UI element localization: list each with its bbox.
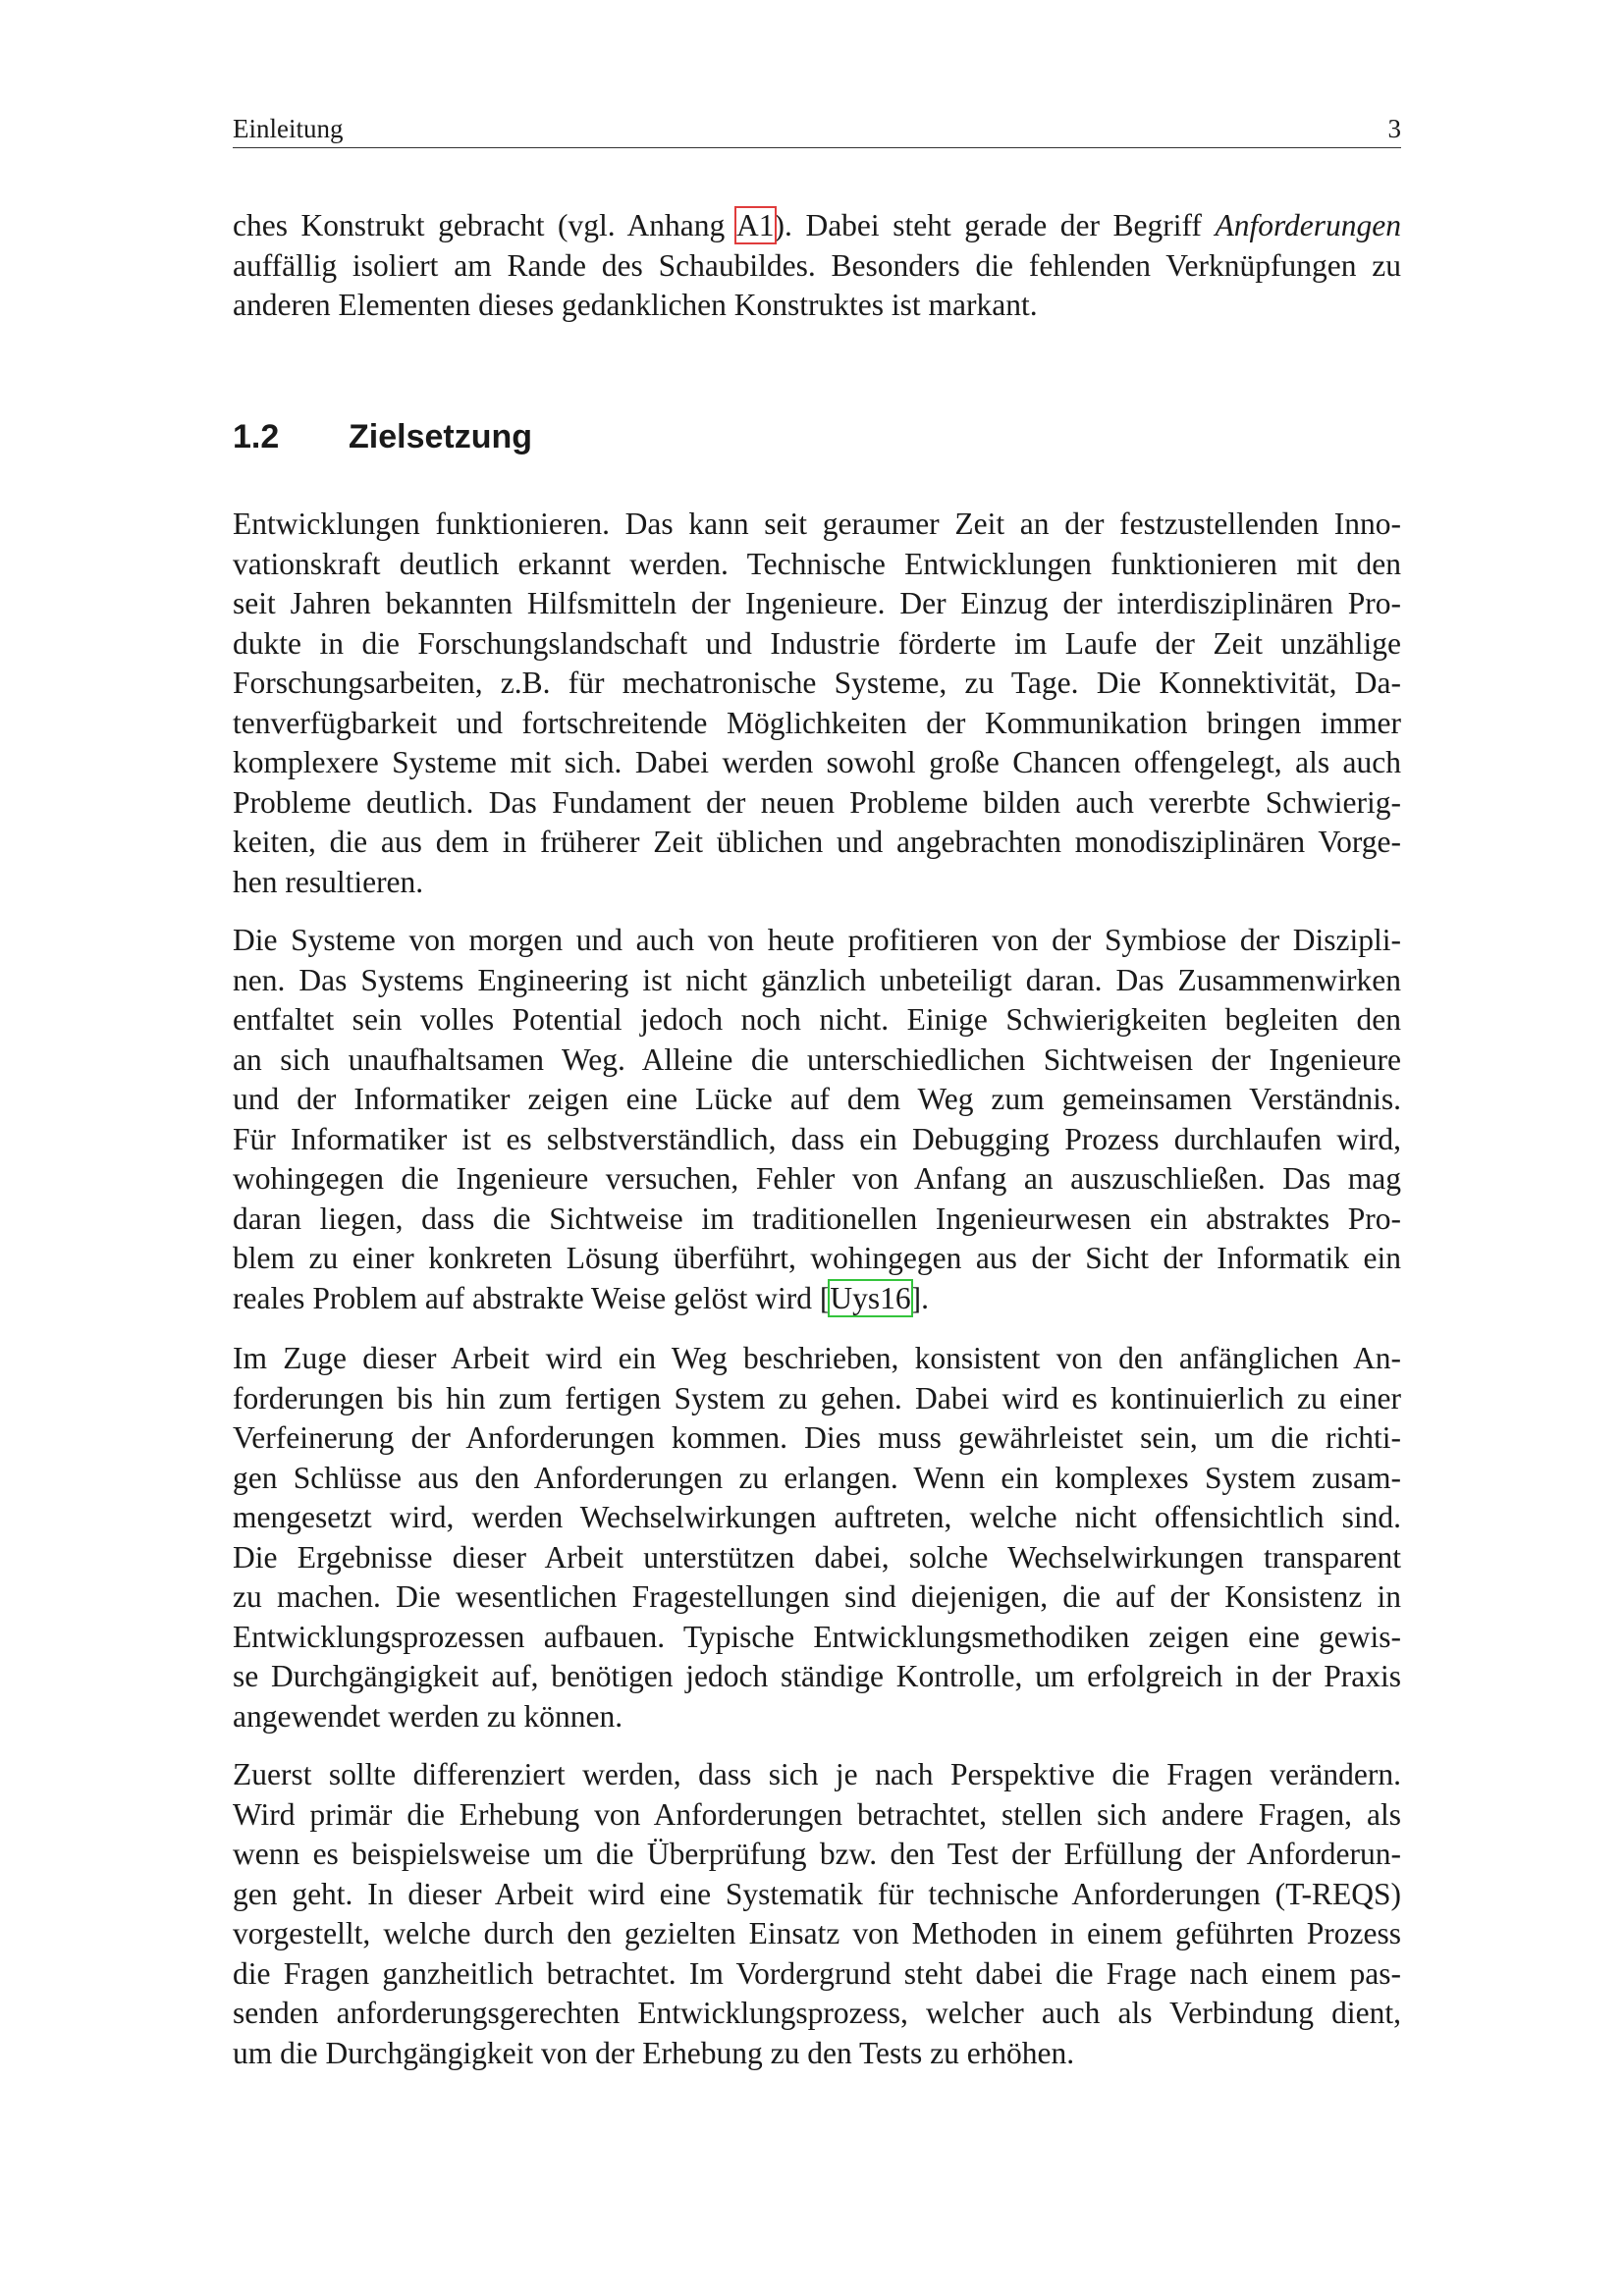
paragraph-1 xyxy=(233,505,1401,902)
paragraph-line: reales Problem auf abstrakte Weise gelöst wird [Uys16]. xyxy=(233,1280,929,1315)
paragraph-line: gen Schlüsse aus den Anforderungen zu erlangen. Wenn ein komplexes System zusam- xyxy=(233,1460,1401,1495)
paragraph-line: Probleme deutlich. Das Fundament der neuen Probleme bilden auch vererbte Schwierig- xyxy=(233,784,1401,820)
paragraph-line: Wird primär die Erhebung von Anforderungen betrachtet, stellen sich andere Fragen, als xyxy=(233,1796,1401,1832)
paragraph-line: Im Zuge dieser Arbeit wird ein Weg beschrieben, konsistent von den anfänglichen An- xyxy=(233,1341,1401,1375)
paragraph-line: keiten, die aus dem in früherer Zeit üblichen und angebrachten monodisziplinären Vorge- xyxy=(233,825,1401,859)
citation-link[interactable]: Uys16 xyxy=(830,1280,911,1315)
paragraph-line: anderen Elementen dieses gedanklichen Konstruktes ist markant. xyxy=(233,288,1038,322)
paragraph-line: vationskraft deutlich erkannt werden. Technische Entwicklungen funktionieren mit den xyxy=(233,546,1401,581)
chapter-title: Einleitung xyxy=(233,114,344,143)
paragraph-line: mengesetzt wird, werden Wechselwirkungen auftreten, welche nicht offensichtlich sind. xyxy=(233,1500,1401,1534)
paragraph-line: dukte in die Forschungslandschaft und Industrie förderte im Laufe der Zeit unzählige xyxy=(233,625,1401,661)
paragraph-line: vorgestellt, welche durch den gezielten Einsatz von Methoden in einem geführten Prozess xyxy=(233,1916,1401,1950)
paragraph-line: Entwicklungsprozessen aufbauen. Typische Entwicklungsmethodiken zeigen eine gewis- xyxy=(233,1619,1401,1654)
paragraph-3 xyxy=(233,1339,1401,1736)
appendix-link[interactable]: A1 xyxy=(736,208,775,242)
section-heading xyxy=(233,415,1401,458)
paragraph-line: tenverfügbarkeit und fortschreitende Möglichkeiten der Kommunikation bringen immer xyxy=(233,705,1401,740)
paragraph-line: und der Informatiker zeigen eine Lücke auf dem Weg zum gemeinsamen Verständnis. xyxy=(233,1082,1401,1116)
paragraph-line: auffällig isoliert am Rande des Schaubildes. Besonders die fehlenden Verknüpfungen zu xyxy=(233,247,1401,283)
paragraph-line: zu machen. Die wesentlichen Fragestellungen sind diejenigen, die auf der Konsistenz in xyxy=(233,1579,1401,1614)
paragraph-line: entfaltet sein volles Potential jedoch noch nicht. Einige Schwierigkeiten begleiten den xyxy=(233,1002,1401,1037)
paragraph-line: Verfeinerung der Anforderungen kommen. Dies muss gewährleistet sein, um die richti- xyxy=(233,1420,1401,1455)
paragraph-line: um die Durchgängigkeit von der Erhebung zu den Tests zu erhöhen. xyxy=(233,2035,1075,2070)
paragraph-line: daran liegen, dass die Sichtweise im traditionellen Ingenieurwesen ein abstraktes Pro- xyxy=(233,1201,1401,1236)
paragraph-line: se Durchgängigkeit auf, benötigen jedoch ständige Kontrolle, um erfolgreich in der Praxis xyxy=(233,1659,1401,1693)
paragraph-4 xyxy=(233,1755,1401,2073)
paragraph-line: wohingegen die Ingenieure versuchen, Fehler von Anfang an auszuschließen. Das mag xyxy=(233,1161,1401,1196)
document-page xyxy=(233,0,1401,2296)
paragraph-line: Die Ergebnisse dieser Arbeit unterstützen dabei, solche Wechselwirkungen transparent xyxy=(233,1539,1401,1575)
section-number: 1.2 xyxy=(233,418,280,455)
paragraph-line: ches Konstrukt gebracht (vgl. Anhang A1). Dabei steht gerade der Begriff Anforderungen xyxy=(233,208,1402,242)
paragraph-line: Zuerst sollte differenziert werden, dass sich je nach Perspektive die Fragen verändern. xyxy=(233,1757,1401,1791)
running-header xyxy=(233,110,1401,148)
paragraph-line: gen geht. In dieser Arbeit wird eine Systematik für technische Anforderungen (T-REQS) xyxy=(233,1876,1401,1911)
paragraph-line: Für Informatiker ist es selbstverständlich, dass ein Debugging Prozess durchlaufen wird, xyxy=(233,1121,1401,1156)
paragraph-line: seit Jahren bekannten Hilfsmitteln der Ingenieure. Der Einzug der interdisziplinären Pro- xyxy=(233,586,1401,620)
paragraph-2 xyxy=(233,921,1401,1318)
intro-paragraph xyxy=(233,206,1401,326)
emphasized-term: Anforderungen xyxy=(1215,208,1402,242)
paragraph-line: die Fragen ganzheitlich betrachtet. Im Vordergrund steht dabei die Frage nach einem pas- xyxy=(233,1955,1401,1991)
paragraph-line: senden anforderungsgerechten Entwicklungsprozess, welcher auch als Verbindung dient, xyxy=(233,1996,1401,2030)
paragraph-line: forderungen bis hin zum fertigen System zu gehen. Dabei wird es kontinuierlich zu einer xyxy=(233,1380,1401,1415)
paragraph-line: blem zu einer konkreten Lösung überführt, wohingegen aus der Sicht der Informatik ein xyxy=(233,1241,1401,1275)
paragraph-line: an sich unaufhaltsamen Weg. Alleine die unterschiedlichen Sichtweisen der Ingenieure xyxy=(233,1041,1401,1077)
paragraph-line: nen. Das Systems Engineering ist nicht gänzlich unbeteiligt daran. Das Zusammenwirken xyxy=(233,962,1401,997)
paragraph-line: komplexere Systeme mit sich. Dabei werden sowohl große Chancen offengelegt, als auch xyxy=(233,745,1401,779)
paragraph-line: hen resultieren. xyxy=(233,864,424,899)
section-title: Zielsetzung xyxy=(349,418,533,455)
paragraph-line: Forschungsarbeiten, z.B. für mechatronische Systeme, zu Tage. Die Konnektivität, Da- xyxy=(233,666,1401,700)
paragraph-line: wenn es beispielsweise um die Überprüfung bzw. den Test der Erfüllung der Anforderun- xyxy=(233,1837,1401,1871)
paragraph-line: Die Systeme von morgen und auch von heute profitieren von der Symbiose der Diszipli- xyxy=(233,923,1401,957)
paragraph-line: angewendet werden zu können. xyxy=(233,1698,623,1734)
page-number: 3 xyxy=(1387,114,1401,143)
paragraph-line: Entwicklungen funktionieren. Das kann seit geraumer Zeit an der festzustellenden Inno- xyxy=(233,507,1401,541)
